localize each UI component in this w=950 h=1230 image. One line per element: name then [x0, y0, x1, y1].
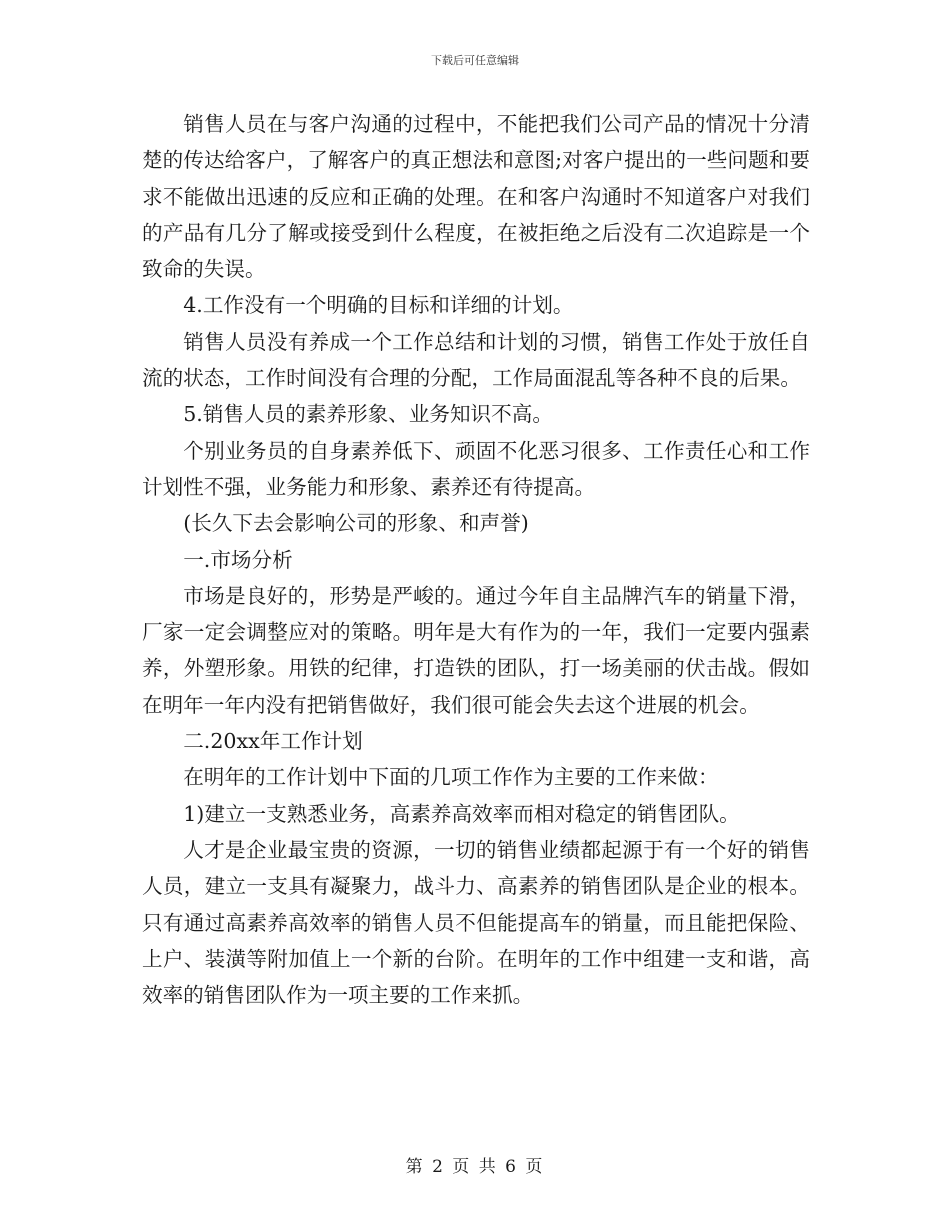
- paragraph-talent-resource: 人才是企业最宝贵的资源，一切的销售业绩都起源于有一个好的销售人员，建立一支具有凝聚力，战斗力、高素养的销售团队是企业的根本。只有通过高素养高效率的销售人员不但能提高车的销量，而且能把保险、上户、装潢等附加值上一个新的台阶。在明年的工作中组建一支和谐，高效率的销售团队作为一项主要的工作来抓。: [142, 837, 810, 1008]
- document-body: [142, 106, 810, 1013]
- paragraph-no-summary-habit: 销售人员没有养成一个工作总结和计划的习惯，销售工作处于放任自流的状态，工作时间没有合理的分配，工作局面混乱等各种不良的后果。: [142, 329, 810, 391]
- paragraph-individual-quality: 个别业务员的自身素养低下、顽固不化恶习很多、工作责任心和工作计划性不强，业务能力和形象、素养还有待提高。: [142, 438, 810, 499]
- paragraph-work-plan-intro: 在明年的工作计划中下面的几项工作作为主要的工作来做：: [183, 765, 719, 790]
- heading-market-analysis: 一.市场分析: [183, 547, 293, 572]
- paragraph-communication-issues: 销售人员在与客户沟通的过程中，不能把我们公司产品的情况十分清楚的传达给客户，了解客户的真正想法和意图;对客户提出的一些问题和要求不能做出迅速的反应和正确的处理。在和客户沟通时不知道客户对我们的产品有几分了解或接受到什么程度，在被拒绝之后没有二次追踪是一个致命的失误。: [142, 112, 810, 282]
- page-number: 第 2 页 共 6 页: [405, 1157, 545, 1177]
- page-header-note: 下载后可任意编辑: [431, 54, 519, 67]
- heading-build-team: 1)建立一支熟悉业务，高素养高效率而相对稳定的销售团队。: [183, 801, 740, 826]
- paragraph-reputation-note: (长久下去会影响公司的形象、和声誉): [183, 511, 529, 536]
- heading-no-clear-goals: 4.工作没有一个明确的目标和详细的计划。: [183, 293, 574, 318]
- paragraph-market-analysis: 市场是良好的，形势是严峻的。通过今年自主品牌汽车的销量下滑，厂家一定会调整应对的策略。明年是大有作为的一年，我们一定要内强素养，外塑形象。用铁的纪律，打造铁的团队，打一场美丽的伏击战。假如在明年一年内没有把销售做好，我们很可能会失去这个进展的机会。: [142, 583, 810, 717]
- heading-low-quality: 5.销售人员的素养形象、业务知识不高。: [183, 402, 553, 427]
- heading-work-plan: 二.20xx年工作计划: [183, 729, 363, 754]
